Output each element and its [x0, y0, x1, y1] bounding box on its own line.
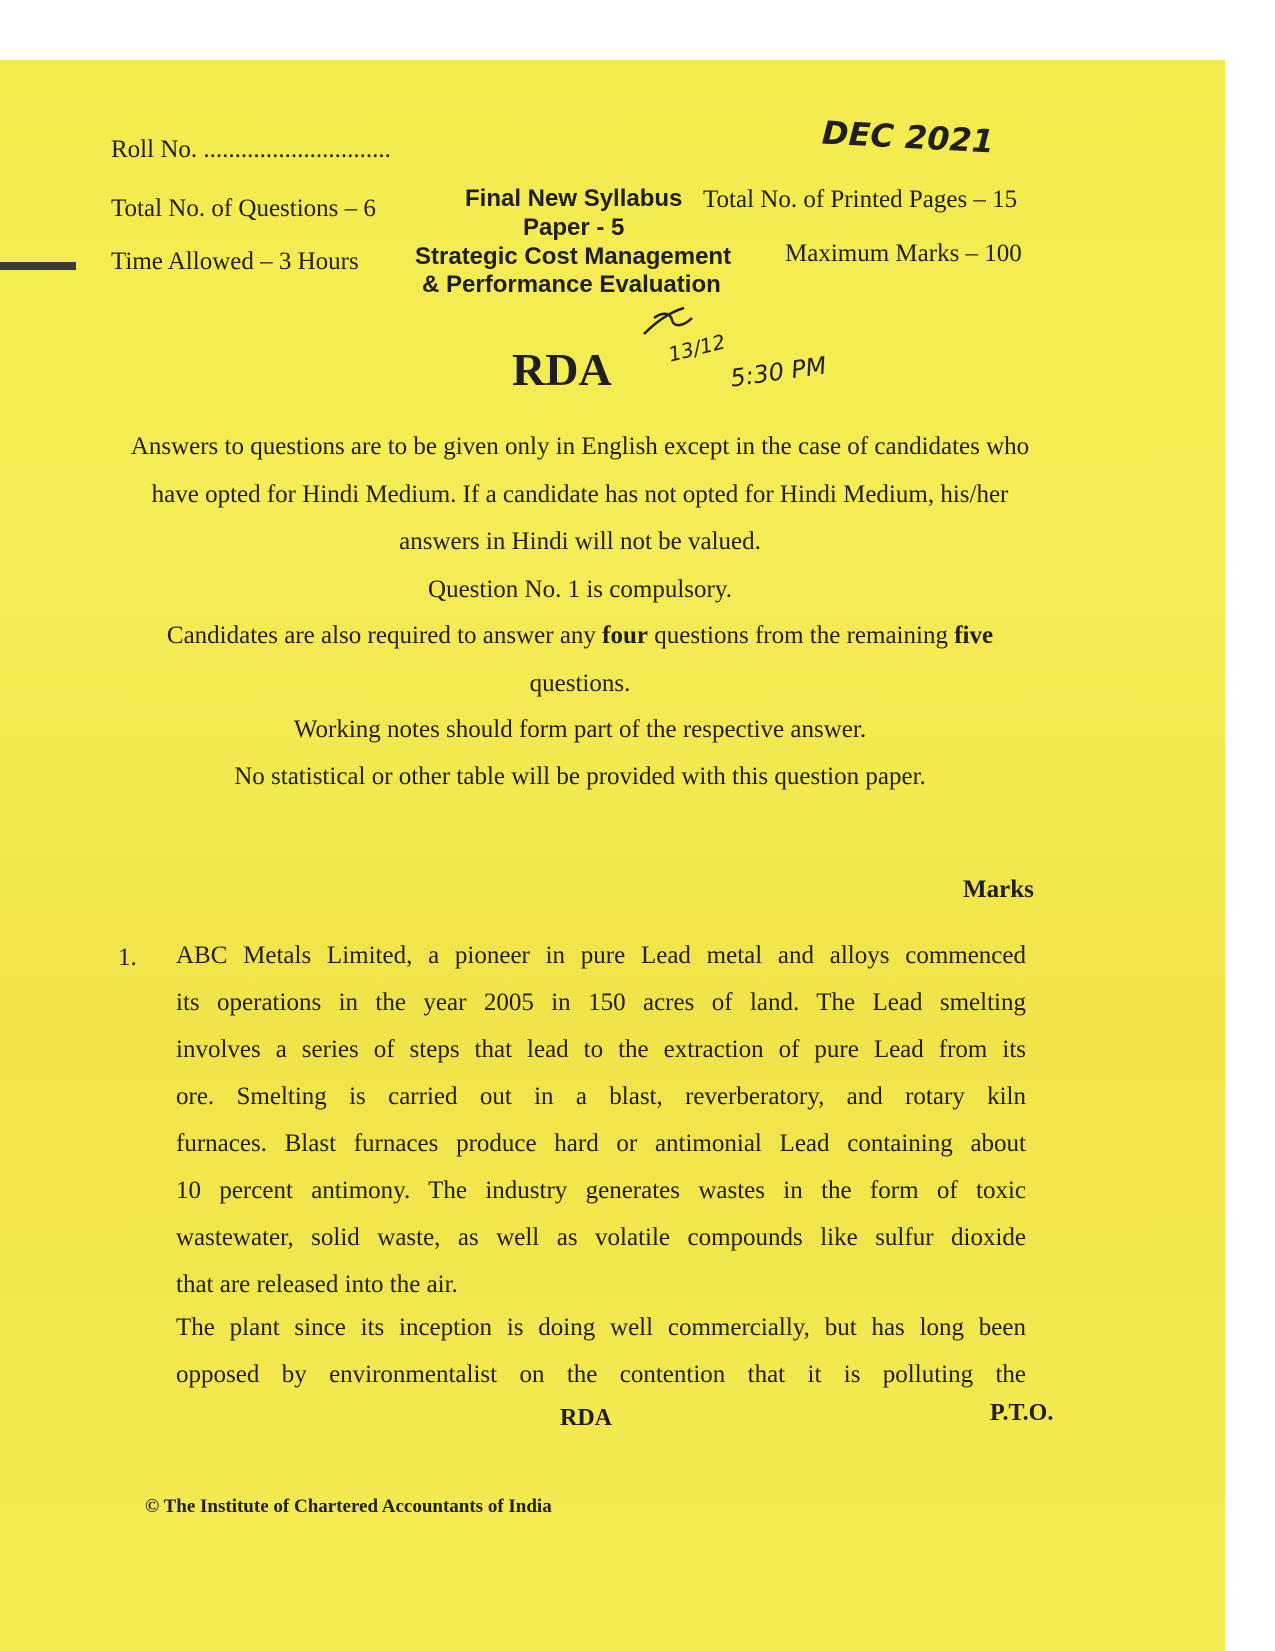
paragraph-line: its operations in the year 2005 in 150 acres of land. The Lead smelting [176, 989, 1026, 1016]
paragraph-line: ABC Metals Limited, a pioneer in pure Lead metal and alloys commenced [176, 942, 1026, 969]
no-table-note: No statistical or other table will be provided with this question paper. [234, 763, 926, 790]
paper-number: Paper - 5 [523, 214, 625, 241]
compulsory-note: Question No. 1 is compulsory. [428, 576, 732, 603]
instruction-line-2: have opted for Hindi Medium. If a candidate has not opted for Hindi Medium, his/her [151, 481, 1009, 508]
syllabus-label: Final New Syllabus [465, 185, 683, 212]
question-number: 1. [118, 944, 137, 971]
marks-heading: Marks [963, 876, 1034, 903]
handwritten-date: DEC 2021 [821, 113, 995, 161]
subject-title: Strategic Cost Management [415, 243, 732, 270]
paragraph-line: ore. Smelting is carried out in a blast, reverberatory, and rotary kiln [176, 1083, 1026, 1110]
working-notes-note: Working notes should form part of the respective answer. [293, 716, 867, 743]
handwritten-time: 5:30 PM [728, 351, 829, 393]
paragraph-line: 10 percent antimony. The industry generates wastes in the form of toxic [176, 1177, 1026, 1204]
instruction-line-3: answers in Hindi will not be valued. [399, 528, 761, 555]
margin-mark [0, 262, 76, 270]
please-turn-over: P.T.O. [990, 1400, 1054, 1426]
question-paragraph-2 [176, 1304, 1026, 1398]
paragraph-line: involves a series of steps that lead to the extraction of pure Lead from its [176, 1036, 1026, 1063]
time-allowed: Time Allowed – 3 Hours [111, 248, 359, 275]
paragraph-line: wastewater, solid waste, as well as volatile compounds like sulfur dioxide [176, 1224, 1026, 1251]
total-questions: Total No. of Questions – 6 [111, 195, 376, 222]
question-paragraph-1 [176, 932, 1026, 1308]
any-four-instruction: Candidates are also required to answer any four questions from the remaining five [166, 622, 994, 649]
copyright-notice: © The Institute of Chartered Accountants of India [145, 1496, 552, 1517]
paper-code: RDA [512, 344, 612, 395]
paragraph-line: The plant since its inception is doing well commercially, but has long been [176, 1314, 1026, 1341]
paragraph-line: that are released into the air. [176, 1271, 458, 1298]
footer-paper-code: RDA [560, 1405, 612, 1431]
paragraph-line: furnaces. Blast furnaces produce hard or antimonial Lead containing about [176, 1130, 1026, 1157]
handwritten-note: 13/12 [665, 329, 728, 367]
roll-number: Roll No. .............................. [111, 136, 391, 163]
maximum-marks: Maximum Marks – 100 [785, 240, 1022, 267]
subject-title-line2: & Performance Evaluation [422, 271, 721, 298]
paragraph-line: opposed by environmentalist on the contention that it is polluting the [176, 1361, 1026, 1388]
instruction-line-1: Answers to questions are to be given only in English except in the case of candidates who [130, 433, 1030, 460]
any-four-instruction-end: questions. [529, 670, 631, 697]
total-pages: Total No. of Printed Pages – 15 [703, 186, 1018, 213]
